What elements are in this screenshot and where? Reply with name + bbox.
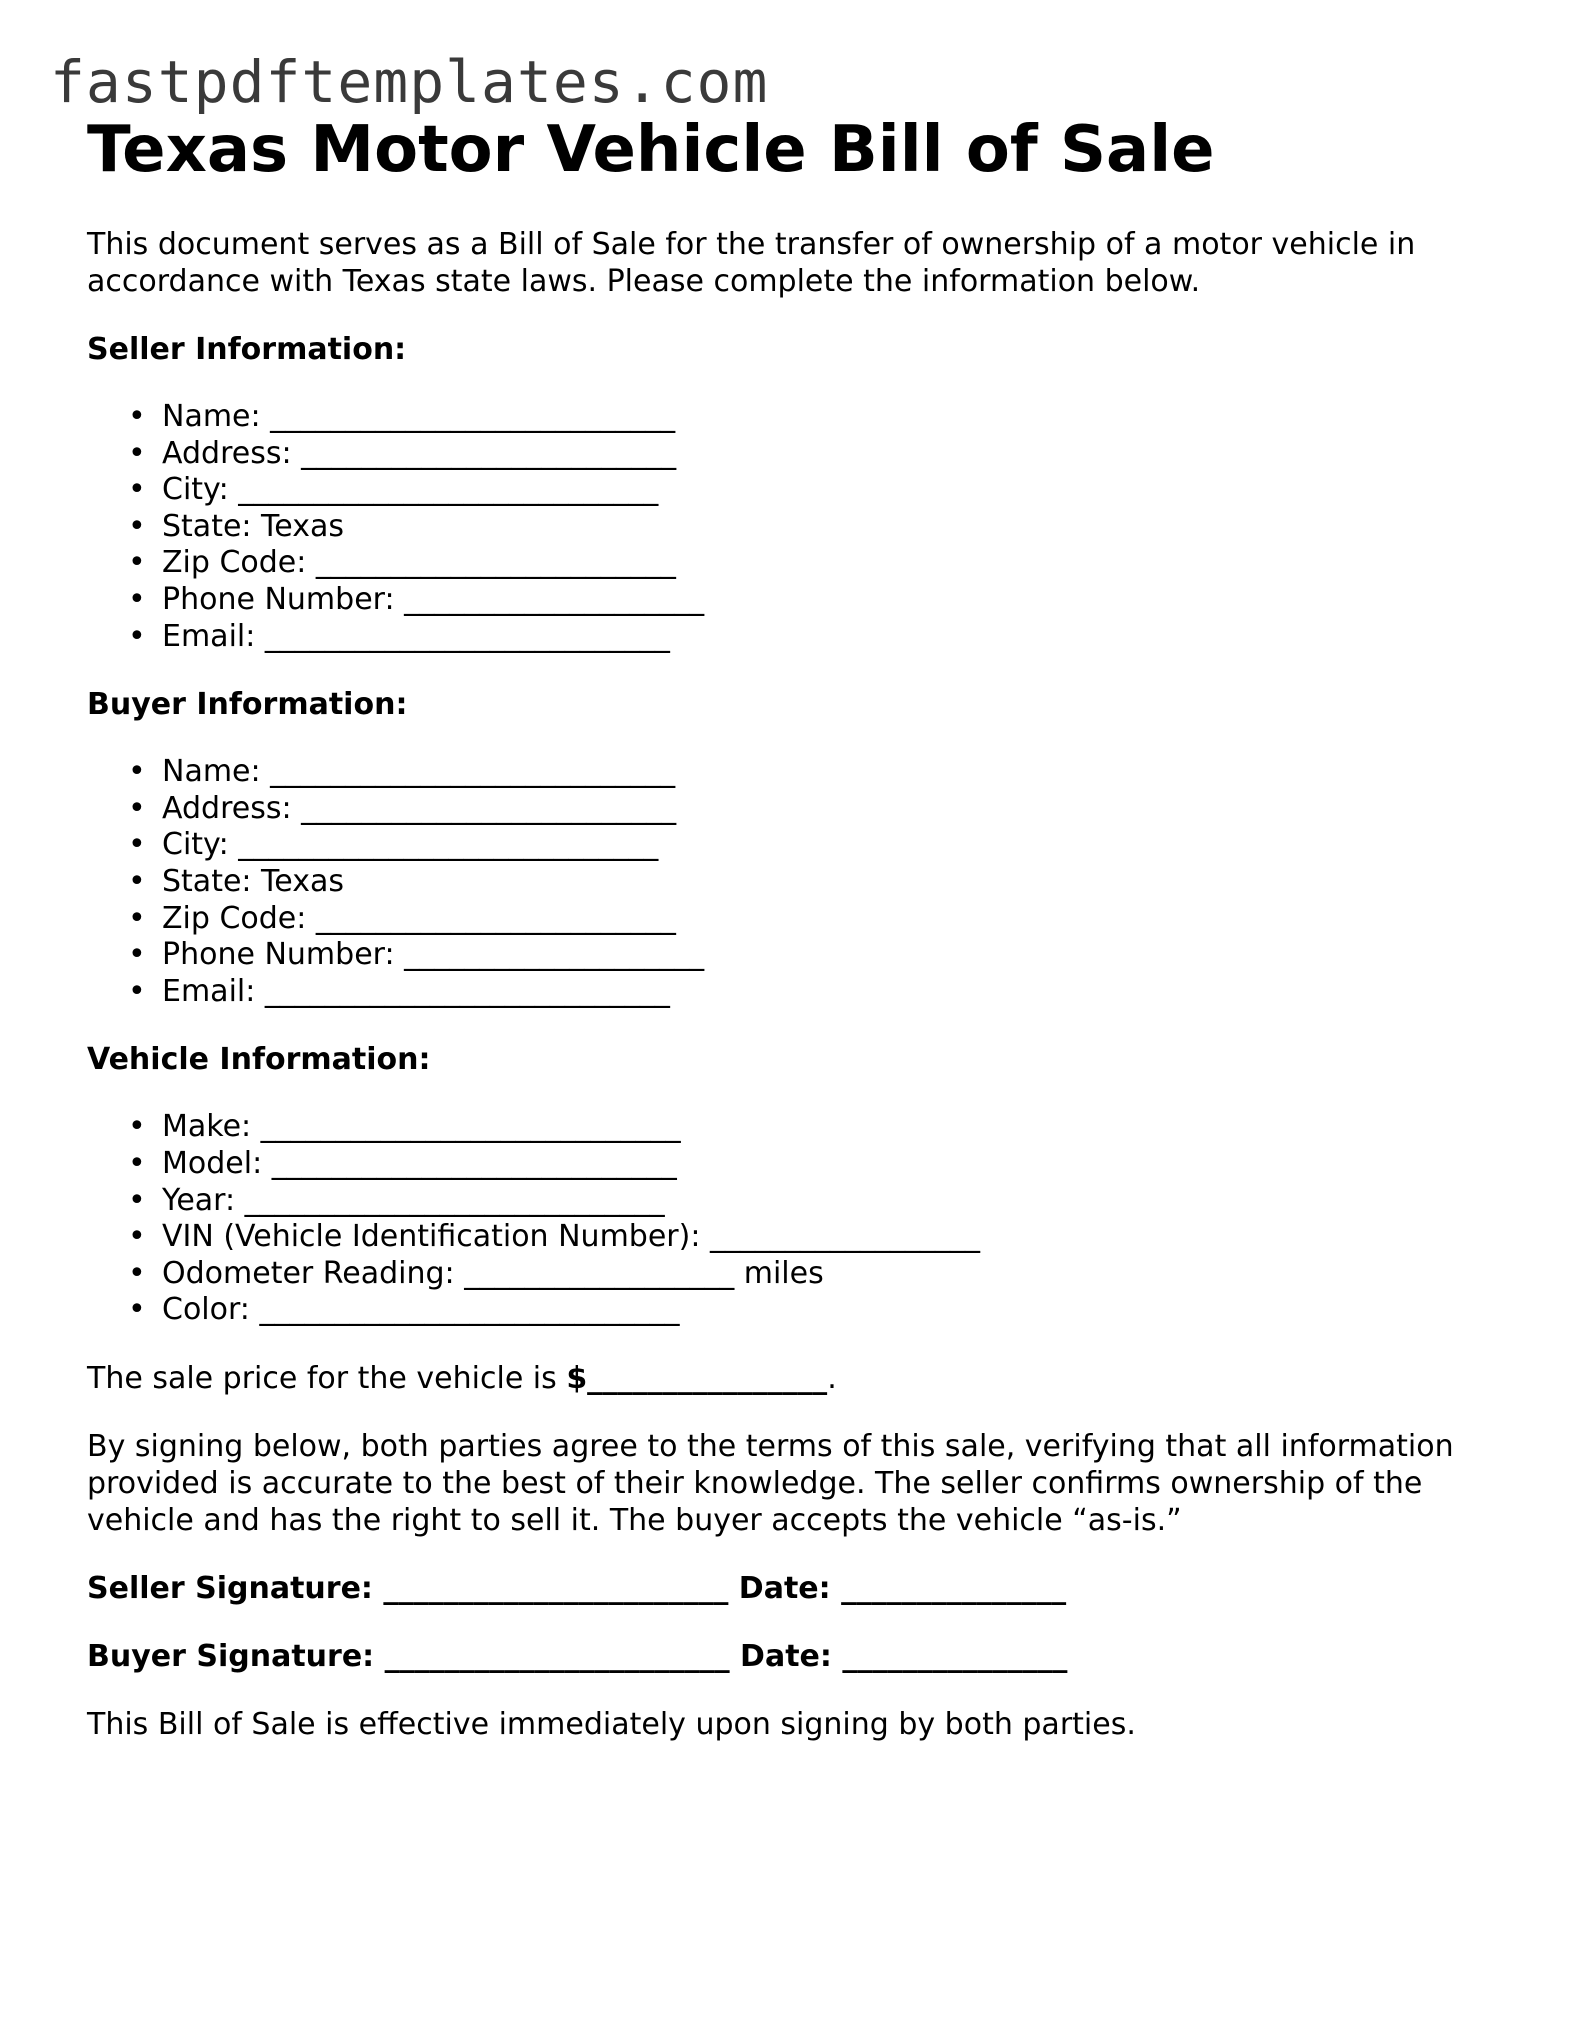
closing-paragraph: This Bill of Sale is effective immediately upon signing by both parties. — [87, 1706, 1136, 1742]
bullet-icon: • — [128, 581, 146, 617]
buyer-phone-field[interactable]: • Phone Number: ____________________ — [128, 937, 705, 973]
bullet-icon: • — [128, 1292, 146, 1328]
bullet-icon: • — [128, 754, 146, 790]
bullet-icon: • — [128, 1182, 146, 1218]
bullet-icon: • — [128, 973, 146, 1009]
bullet-icon: • — [128, 545, 146, 581]
buyer-section-heading: Buyer Information: — [87, 687, 408, 723]
bullet-icon: • — [128, 472, 146, 508]
buyer-zip-field[interactable]: • Zip Code: ________________________ — [128, 900, 676, 936]
vehicle-field-list — [87, 1109, 1507, 1329]
bullet-icon: • — [128, 435, 146, 471]
vehicle-year-field[interactable]: • Year: ____________________________ — [128, 1182, 665, 1218]
seller-zip-field[interactable]: • Zip Code: ________________________ — [128, 545, 676, 581]
buyer-email-field[interactable]: • Email: ___________________________ — [128, 973, 670, 1009]
seller-city-field[interactable]: • City: ____________________________ — [128, 472, 659, 508]
buyer-address-field[interactable]: • Address: _________________________ — [128, 790, 677, 826]
bullet-icon: • — [128, 863, 146, 899]
watermark-text: fastpdftemplates.com — [50, 48, 769, 116]
bullet-icon: • — [128, 937, 146, 973]
seller-field-list — [87, 399, 1507, 655]
bullet-icon: • — [128, 399, 146, 434]
buyer-city-field[interactable]: • City: ____________________________ — [128, 827, 659, 863]
sale-price-line — [87, 1360, 1507, 1397]
seller-address-field[interactable]: • Address: _________________________ — [128, 435, 677, 471]
vehicle-model-field[interactable]: • Model: ___________________________ — [128, 1145, 677, 1181]
seller-phone-field[interactable]: • Phone Number: ____________________ — [128, 581, 705, 617]
seller-state-field: • State: Texas — [128, 508, 344, 544]
vehicle-section-heading: Vehicle Information: — [87, 1042, 431, 1078]
seller-signature-line[interactable]: Seller Signature: _______________________ Date: _______________ — [87, 1570, 1067, 1606]
seller-email-field[interactable]: • Email: ___________________________ — [128, 618, 670, 654]
seller-name-field[interactable]: • Name: ___________________________ — [128, 399, 676, 434]
document-title: Texas Motor Vehicle Bill of Sale — [87, 113, 1215, 187]
vehicle-odometer-field[interactable]: • Odometer Reading: __________________ miles — [128, 1255, 824, 1291]
buyer-name-field[interactable]: • Name: ___________________________ — [128, 754, 676, 790]
bullet-icon: • — [128, 900, 146, 936]
vehicle-color-field[interactable]: • Color: ____________________________ — [128, 1292, 680, 1328]
bullet-icon: • — [128, 1109, 146, 1145]
bullet-icon: • — [128, 508, 146, 544]
buyer-field-list — [87, 754, 1507, 1010]
vehicle-make-field[interactable]: • Make: ____________________________ — [128, 1109, 681, 1145]
sale-price-prefix: The sale price for the vehicle is — [87, 1360, 567, 1396]
bullet-icon: • — [128, 1145, 146, 1181]
agreement-paragraph: By signing below, both parties agree to the terms of this sale, verifying that all information provided is accurate to the best of their knowledge. The seller confirms ownership of the vehicle and has the right to sell it. The buyer accepts the vehicle “as-is.” — [87, 1428, 1454, 1538]
bullet-icon: • — [128, 827, 146, 863]
bullet-icon: • — [128, 1219, 146, 1255]
bullet-icon: • — [128, 790, 146, 826]
buyer-state-field: • State: Texas — [128, 863, 344, 899]
bullet-icon: • — [128, 1255, 146, 1291]
document-page — [87, 112, 1507, 1743]
sale-price-suffix: . — [827, 1360, 837, 1396]
seller-section-heading: Seller Information: — [87, 332, 407, 367]
sale-price-field[interactable]: $________________ — [566, 1360, 828, 1396]
bullet-icon: • — [128, 618, 146, 654]
buyer-signature-line[interactable]: Buyer Signature: _______________________ Date: _______________ — [87, 1638, 1068, 1674]
vehicle-vin-field[interactable]: • VIN (Vehicle Identification Number): __________________ — [128, 1219, 980, 1255]
intro-paragraph: This document serves as a Bill of Sale for the transfer of ownership of a motor vehicle in accordance with Texas state laws. Please complete the information below. — [87, 227, 1416, 299]
